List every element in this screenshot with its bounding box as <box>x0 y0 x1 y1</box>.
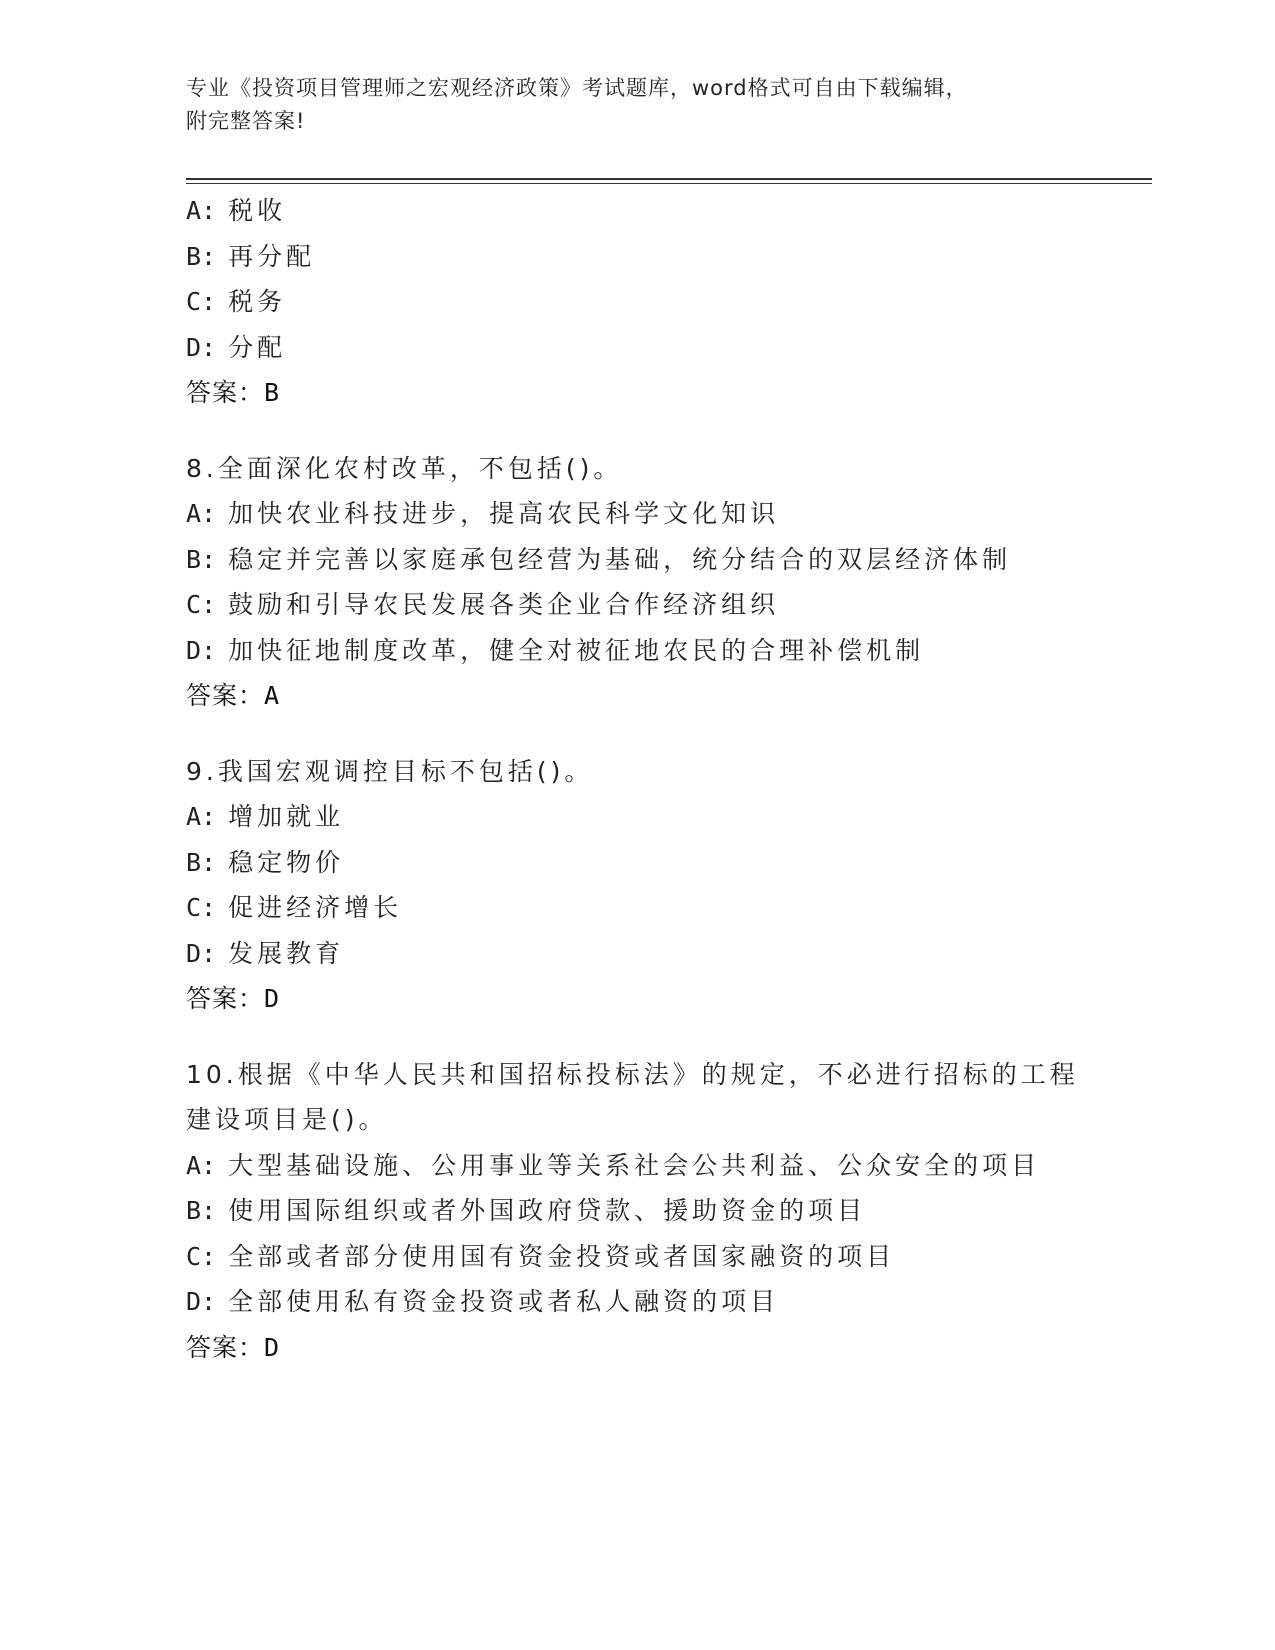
question-stem: 8.全面深化农村改革，不包括()。 <box>186 453 623 483</box>
option-d: D: 加快征地制度改革，健全对被征地农民的合理补偿机制 <box>186 635 925 665</box>
option-a: A: 税收 <box>186 196 287 225</box>
option-b: B: 使用国际组织或者外国政府贷款、援助资金的项目 <box>186 1196 867 1225</box>
header-line-2: 附完整答案! <box>186 109 306 133</box>
option-b: B: 稳定物价 <box>186 847 345 877</box>
option-a: A: 增加就业 <box>186 802 345 831</box>
header-divider-thick <box>186 178 1152 180</box>
question-block-7 <box>186 188 1146 416</box>
option-c: C: 税务 <box>186 287 287 316</box>
header-divider-thin <box>186 183 1152 184</box>
option-b: B: 稳定并完善以家庭承包经营为基础，统分结合的双层经济体制 <box>186 544 1012 574</box>
document-header <box>186 72 1086 138</box>
option-a: A: 大型基础设施、公用事业等关系社会公共利益、公众安全的项目 <box>186 1150 1041 1180</box>
header-line-1: 专业《投资项目管理师之宏观经济政策》考试题库，word格式可自由下载编辑， <box>186 76 968 100</box>
option-c: C: 促进经济增长 <box>186 893 403 922</box>
option-d: D: 发展教育 <box>186 938 345 968</box>
option-b: B: 再分配 <box>186 241 316 271</box>
option-c: C: 鼓励和引导农民发展各类企业合作经济组织 <box>186 590 780 619</box>
question-stem-line-2: 建设项目是()。 <box>186 1105 388 1134</box>
option-a: A: 加快农业科技进步，提高农民科学文化知识 <box>186 499 780 528</box>
question-block-8 <box>186 446 1146 719</box>
option-c: C: 全部或者部分使用国有资金投资或者国家融资的项目 <box>186 1241 896 1271</box>
answer-line: 答案：B <box>186 378 281 407</box>
question-block-9 <box>186 749 1146 1022</box>
question-list <box>186 188 1146 1370</box>
answer-line: 答案：D <box>186 1332 281 1362</box>
option-d: D: 全部使用私有资金投资或者私人融资的项目 <box>186 1287 780 1316</box>
answer-line: 答案：A <box>186 681 281 710</box>
question-stem: 9.我国宏观调控目标不包括()。 <box>186 756 594 786</box>
question-block-10 <box>186 1052 1146 1371</box>
answer-line: 答案：D <box>186 984 281 1013</box>
question-stem-line-1: 10.根据《中华人民共和国招标投标法》的规定，不必进行招标的工程 <box>186 1059 1079 1089</box>
option-d: D: 分配 <box>186 332 287 362</box>
question-stem <box>186 1052 1146 1143</box>
